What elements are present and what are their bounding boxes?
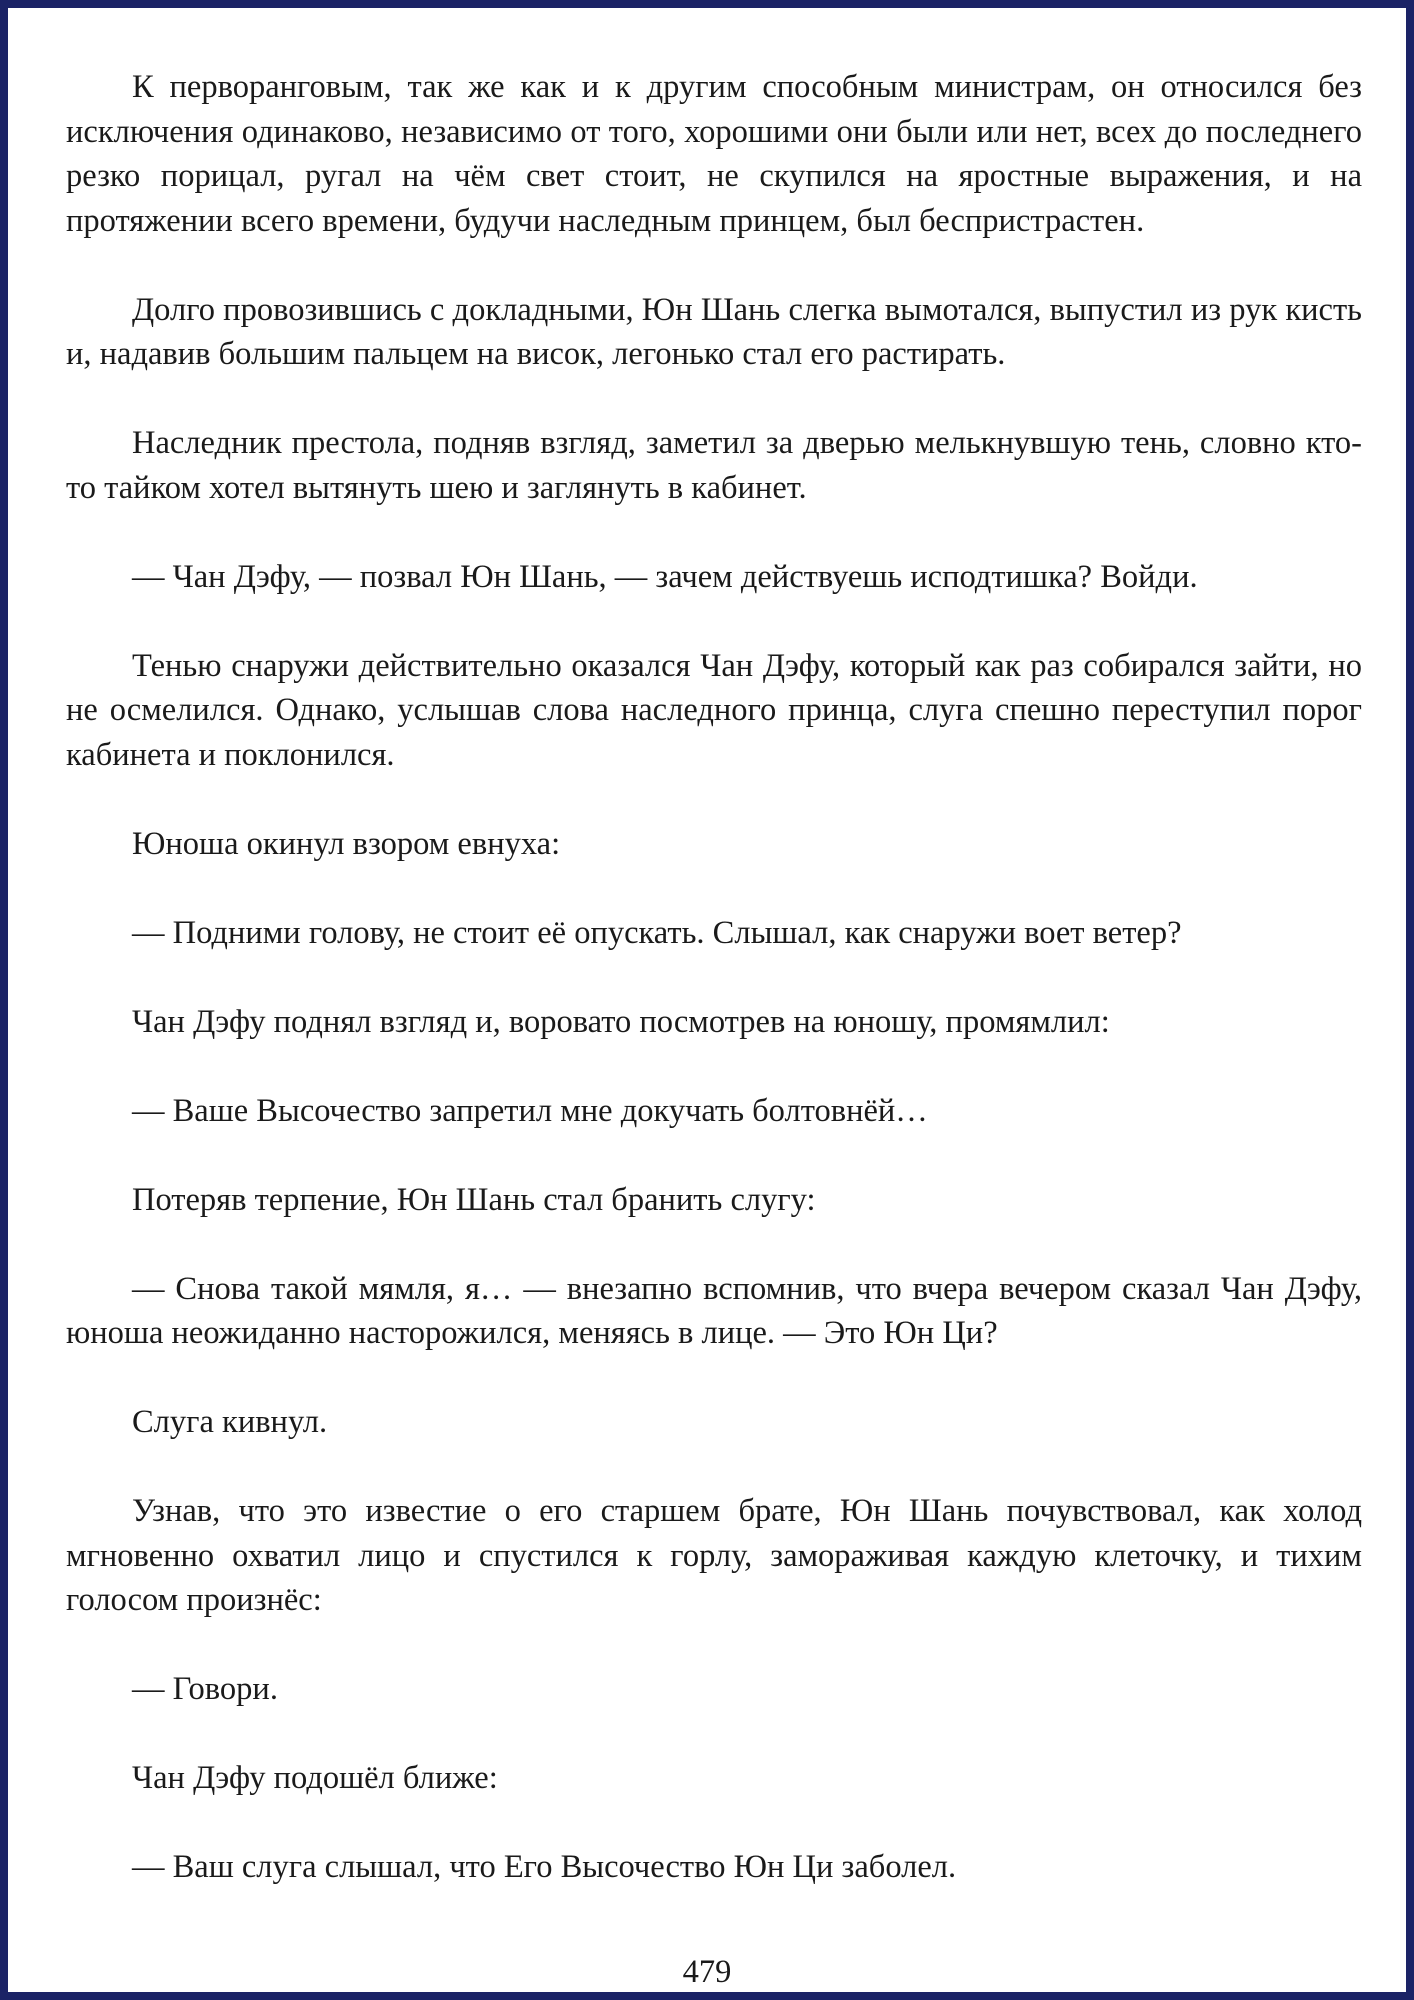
paragraph-16: — Ваш слуга слышал, что Его Высочество Юн Ци заболел. (132, 1849, 957, 1885)
paragraph-4: — Чан Дэфу, — позвал Юн Шань, — зачем действуешь исподтишка? Войди. (132, 558, 1198, 595)
paragraph-5: Тенью снаружи действительно оказался Чан Дэфу, который как раз собирался зайти, но не осмелился. Однако, услышав слова наследного принца, слуга спешно переступил порог кабинета и поклонился. (66, 647, 1362, 773)
book-page (8, 8, 1406, 1992)
paragraph-8: Чан Дэфу поднял взгляд и, воровато посмотрев на юношу, промямлил: (132, 1003, 1110, 1040)
paragraph-3: Наследник престола, подняв взгляд, заметил за дверью мелькнувшую тень, словно кто-то тайком хотел вытянуть шею и заглянуть в кабинет. (66, 425, 1362, 506)
paragraph-1: К первоpанговым, так же как и к другим способным министрам, он относился без исключения одинаково, независимо от того, хорошими они были или нет, всех до последнего резко порицал, ругал на чём свет стоит, не скупился на яростные выражения, и на протяжении всего времени, будучи наследным принцем, был беспристрастен. (66, 69, 1362, 239)
paragraph-13: Узнав, что это известие о его старшем брате, Юн Шань почувствовал, как холод мгновенно охватил лицо и спустился к горлу, замораживая каждую клеточку, и тихим голосом произнёс: (66, 1493, 1362, 1618)
paragraph-11: — Снова такой мямля, я… — внезапно вспомнив, что вчера вечером сказал Чан Дэфу, юноша неожиданно насторожился, меняясь в лице. — Это Юн Ци? (66, 1270, 1362, 1351)
paragraph-6: Юноша окинул взором евнуха: (132, 825, 561, 862)
paragraph-2: Долго провозившись с докладными, Юн Шань слегка вымотался, выпустил из рук кисть и, надавив большим пальцем на висок, легонько стал его растирать. (66, 291, 1362, 372)
page-number: 479 (682, 1954, 732, 1990)
paragraph-15: Чан Дэфу подошёл ближе: (132, 1760, 498, 1796)
paragraph-14: — Говори. (132, 1671, 278, 1707)
paragraph-12: Слуга кивнул. (132, 1404, 328, 1440)
paragraph-9: — Ваше Высочество запретил мне докучать болтовнёй… (132, 1092, 928, 1129)
paragraph-10: Потеряв терпение, Юн Шань стал бранить слугу: (132, 1181, 816, 1218)
paragraph-7: — Подними голову, не стоит её опускать. Слышал, как снаружи воет ветер? (132, 914, 1182, 951)
page-text (66, 65, 1362, 1890)
